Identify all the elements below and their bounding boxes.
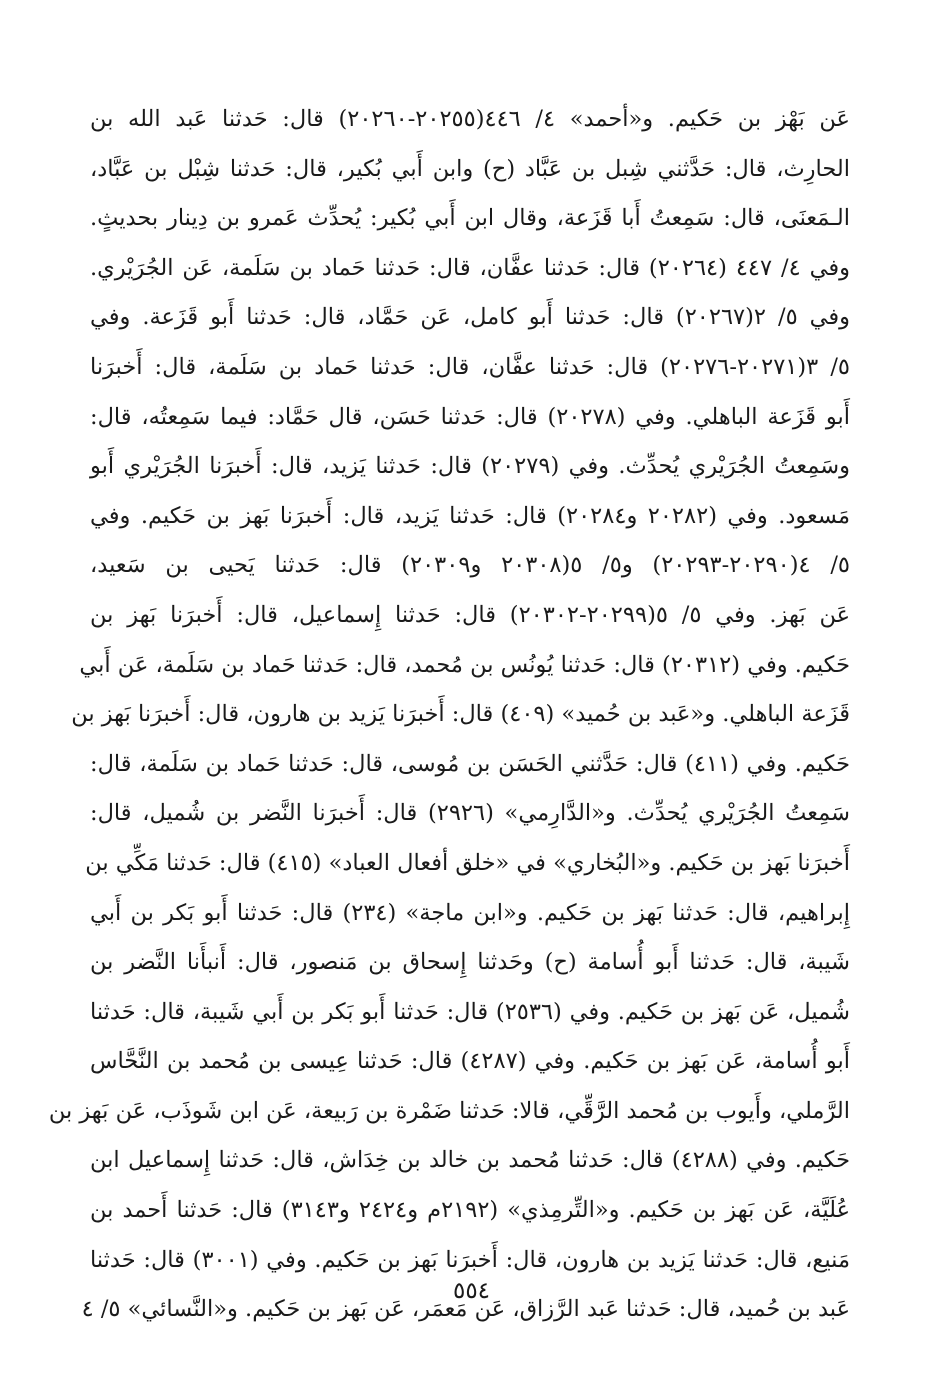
body-text [48, 95, 851, 1335]
text-line: حَكيم. وفي (٤٢٨٨) قال: حَدثنا مُحمد بن خالد بن خِدَاش، قال: حَدثنا إِسماعيل ابن [90, 1147, 850, 1174]
text-line: شَيبة، قال: حَدثنا أَبو أُسامة (ح) وحَدثنا إِسحاق بن مَنصور، قال: أَنبأَنا النَّضر بن [90, 949, 850, 976]
text-line: عَن بَهْز بن حَكيم. و«أحمد» ٤/ ٤٤٦(٢٠٢٥٥-٢٠٢٦٠) قال: حَدثنا عَبد الله بن [90, 106, 850, 132]
text-line: شُميل، عَن بَهز بن حَكيم. وفي (٢٥٣٦) قال: حَدثنا أَبو بَكر بن أَبي شَيبة، قال: حَدثنا [90, 998, 850, 1025]
text-line: مَنيع، قال: حَدثنا يَزيد بن هارون، قال: أَخبرَنا بَهز بن حَكيم. وفي (٣٠٠١) قال: حَدثنا [90, 1246, 850, 1273]
text-line: عُلَيَّة، عَن بَهز بن حَكيم. و«التِّرمِذي» (٢١٩٢م و٢٤٢٤ و٣١٤٣) قال: حَدثنا أَحمد بن [90, 1197, 850, 1224]
text-line: وسَمِعتُ الجُرَيْري يُحدِّث. وفي (٢٠٢٧٩) قال: حَدثنا يَزيد، قال: أَخبرَنا الجُرَيْري أَبو [90, 453, 851, 480]
text-line: أَبو أُسامة، عَن بَهز بن حَكيم. وفي (٤٢٨٧) قال: حَدثنا عِيسى بن مُحمد بن النَّحَّاس [90, 1048, 850, 1075]
text-line: الـمَعنَى، قال: سَمِعتُ أَبا قَزَعة، وقال ابن أَبي بُكير: يُحدِّث عَمرو بن دِينار بحديثٍ. [90, 205, 850, 232]
text-line: ٥/ ٤(٢٠٢٩٠-٢٠٢٩٣) و٥/ ٥(٢٠٣٠٨ و٢٠٣٠٩) قال: حَدثنا يَحيى بن سَعيد، [90, 552, 851, 579]
text-line: إِبراهيم، قال: حَدثنا بَهز بن حَكيم. و«ابن ماجة» (٢٣٤) قال: حَدثنا أَبو بَكر بن أَبي [90, 899, 850, 926]
text-line: قَزَعة الباهلي. و«عَبد بن حُميد» (٤٠٩) قال: أَخبرَنا يَزيد بن هارون، قال: أَخبرَنا بَهز بن [71, 701, 850, 728]
page-number: ٥٥٤ [452, 1278, 491, 1304]
text-line: حَكيم. وفي (٢٠٣١٢) قال: حَدثنا يُونُس بن مُحمد، قال: حَدثنا حَماد بن سَلَمة، عَن أَبي [79, 651, 850, 678]
text-line: أَخبرَنا بَهز بن حَكيم. و«البُخاري» في «خلق أفعال العباد» (٤١٥) قال: حَدثنا مَكِّي بن [85, 849, 850, 876]
text-line: الحارِث، قال: حَدَّثني شِبل بن عَبَّاد (ح) وابن أَبي بُكير، قال: حَدثنا شِبْل بن عَبَّاد، [90, 155, 850, 182]
text-line: عَبد بن حُميد، قال: حَدثنا عَبد الرَّزاق، عَن مَعمَر، عَن بَهز بن حَكيم. و«النَّسائي» ٥/ ٤ [81, 1296, 850, 1323]
text-line: مَسعود. وفي (٢٠٢٨٢ و٢٠٢٨٤) قال: حَدثنا يَزيد، قال: أَخبرَنا بَهز بن حَكيم. وفي [90, 502, 850, 529]
text-line: عَن بَهز. وفي ٥/ ٥(٢٠٢٩٩-٢٠٣٠٢) قال: حَدثنا إِسماعيل، قال: أَخبرَنا بَهز بن [90, 601, 851, 628]
text-line: الرَّملي، وأَيوب بن مُحمد الرَّقِّي، قالا: حَدثنا ضَمْرة بن رَبيعة، عَن ابن شَوذَب، عَن بَهز بن [48, 1097, 850, 1124]
text-line: وفي ٥/ ٢(٢٠٢٦٧) قال: حَدثنا أَبو كامل، عَن حَمَّاد، قال: حَدثنا أَبو قَزَعة. وفي [90, 304, 850, 331]
text-line: أَبو قَزَعة الباهلي. وفي (٢٠٢٧٨) قال: حَدثنا حَسَن، قال حَمَّاد: فيما سَمِعتُه، قال: [90, 403, 850, 430]
text-line: سَمِعتُ الجُرَيْري يُحدِّث. و«الدَّارِمي» (٢٩٢٦) قال: أَخبرَنا النَّضر بن شُميل، قال: [90, 800, 850, 827]
text-line: حَكيم. وفي (٤١١) قال: حَدَّثني الحَسَن بن مُوسى، قال: حَدثنا حَماد بن سَلَمة، قال: [90, 750, 850, 777]
text-line: وفي ٤/ ٤٤٧ (٢٠٢٦٤) قال: حَدثنا عفَّان، قال: حَدثنا حَماد بن سَلَمة، عَن الجُرَيْري. [90, 254, 851, 281]
text-line: ٥/ ٣(٢٠٢٧١-٢٠٢٧٦) قال: حَدثنا عفَّان، قال: حَدثنا حَماد بن سَلَمة، قال: أَخبرَنا [90, 353, 850, 380]
